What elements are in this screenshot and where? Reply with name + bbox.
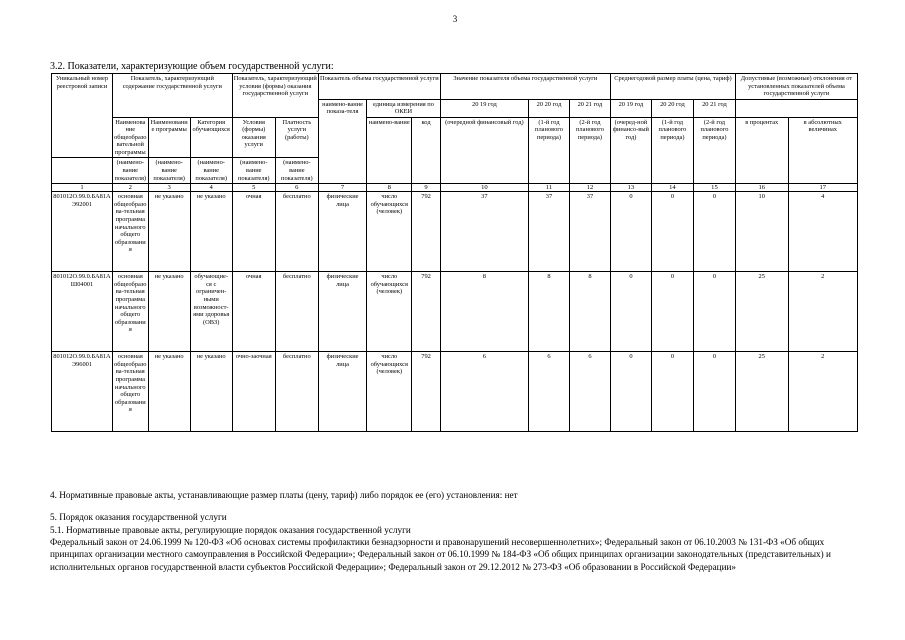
- fee-year-2: 0: [651, 272, 693, 352]
- header-deviation-absolute: в абсолютных величинах: [788, 117, 858, 183]
- column-number: 2: [112, 184, 148, 192]
- service-procedure-heading: 5. Порядок оказания государственной услуги: [50, 512, 227, 523]
- fee-year-2: 0: [651, 352, 693, 432]
- fee-year-1: 0: [610, 272, 651, 352]
- header-current-year: (очередной финансовый год): [440, 117, 528, 183]
- category-cell: не указано: [190, 192, 232, 272]
- header-content-indicator: Показатель, характеризующий содержание государственной услуги: [112, 74, 232, 118]
- header-volume-value: Значение показателя объема государственной услуги: [440, 74, 610, 100]
- header-year-1: 20 19 год: [440, 99, 528, 117]
- column-number: 10: [440, 184, 528, 192]
- fee-year-3: 0: [693, 352, 735, 432]
- program-cell: основная общеобразова-тельная программа начального общего образования: [112, 352, 148, 432]
- header-student-category: Категория обучающихся: [190, 117, 232, 158]
- category-cell: обучающие-ся с ограничен-ными возможност-ями здоровья (ОВЗ): [190, 272, 232, 352]
- column-number: 3: [148, 184, 190, 192]
- registry-number: 801012О.99.0.БА81АЭ96001: [52, 352, 113, 432]
- header-allowed-deviation: Допустимые (возможные) отклонения от установленных показателей объема государственной услуги: [735, 74, 857, 100]
- fee-acts-paragraph: 4. Нормативные правовые акты, устанавливающие размер платы (цену, тариф) либо порядок ее (его) установления: нет: [50, 490, 518, 500]
- payment-cell: бесплатно: [275, 272, 318, 352]
- value-year-1: 8: [440, 272, 528, 352]
- form-cell: очная: [232, 192, 275, 272]
- column-number: 15: [693, 184, 735, 192]
- column-numbers-row: [52, 184, 858, 192]
- payment-cell: бесплатно: [275, 192, 318, 272]
- header-fee-current-year: (очеред-ной финансо-вый год): [610, 117, 651, 183]
- header-unit-code: код: [412, 117, 440, 183]
- header-indicator-label-3: (наимено-вание показателя): [148, 158, 190, 184]
- registry-number: 801012О.99.0.БА81АЭ92001: [52, 192, 113, 272]
- program-cell: основная общеобразова-тельная программа начального общего образования: [112, 272, 148, 352]
- table-row: [52, 192, 858, 272]
- volume-indicators-table: [51, 73, 858, 432]
- value-year-2: 37: [529, 192, 570, 272]
- value-year-3: 37: [569, 192, 610, 272]
- header-plan-year-1: (1-й год планового периода): [529, 117, 570, 183]
- header-indicator-label-4: (наимено-вание показателя): [190, 158, 232, 184]
- header-fee-year-2: 20 20 год: [651, 99, 693, 117]
- category-cell: не указано: [190, 352, 232, 432]
- form-cell: очная: [232, 272, 275, 352]
- column-number: 14: [651, 184, 693, 192]
- indicator-cell: физические лица: [318, 272, 366, 352]
- unit-code-cell: 792: [412, 352, 440, 432]
- header-indicator-label-6: (наимено-вание показателя): [275, 158, 318, 184]
- header-fee-year-3: 20 21 год: [693, 99, 735, 117]
- column-number: 11: [529, 184, 570, 192]
- registry-number: 801012О.99.0.БА81АШ04001: [52, 272, 113, 352]
- value-year-1: 37: [440, 192, 528, 272]
- document-body: [50, 489, 862, 573]
- header-indicator-name: наимено-вание показа-теля: [318, 99, 366, 183]
- header-year-3: 20 21 год: [569, 99, 610, 117]
- indicator-cell: физические лица: [318, 352, 366, 432]
- header-blank: [52, 158, 113, 184]
- indicator-cell: физические лица: [318, 192, 366, 272]
- header-fee-plan-year-1: (1-й год планового периода): [651, 117, 693, 183]
- unit-name-cell: число обучающихся (человек): [367, 352, 412, 432]
- header-service-form: Условия (формы) оказания услуги: [232, 117, 275, 158]
- column-number: 12: [569, 184, 610, 192]
- column-number: 6: [275, 184, 318, 192]
- regulatory-acts-heading: 5.1. Нормативные правовые акты, регулирующие порядок оказания государственной услуги: [50, 524, 411, 535]
- table-row: [52, 272, 858, 352]
- deviation-percent: 10: [735, 192, 788, 272]
- deviation-percent: 25: [735, 272, 788, 352]
- value-year-2: 6: [529, 352, 570, 432]
- deviation-absolute: 2: [788, 352, 858, 432]
- payment-cell: бесплатно: [275, 352, 318, 432]
- unit-code-cell: 792: [412, 272, 440, 352]
- header-fee-year-1: 20 19 год: [610, 99, 651, 117]
- program-cell: основная общеобразова-тельная программа начального общего образования: [112, 192, 148, 272]
- header-indicator-label-2: (наимено-вание показателя): [112, 158, 148, 184]
- fee-year-2: 0: [651, 192, 693, 272]
- header-unit-okei: единица измерения по ОКЕИ: [367, 99, 441, 117]
- header-plan-year-2: (2-й год планового периода): [569, 117, 610, 183]
- value-year-1: 6: [440, 352, 528, 432]
- page-number: 3: [452, 14, 458, 24]
- header-year-2: 20 20 год: [529, 99, 570, 117]
- column-number: 5: [232, 184, 275, 192]
- program-name-cell: не указано: [148, 192, 190, 272]
- deviation-absolute: 2: [788, 272, 858, 352]
- header-unique-number: Уникальный номер реестровой записи: [52, 74, 113, 158]
- section-heading: 3.2. Показатели, характеризующие объем государственной услуги:: [50, 61, 334, 72]
- header-program: Наименование программы: [148, 117, 190, 158]
- unit-name-cell: число обучающихся (человек): [367, 272, 412, 352]
- table-row: [52, 352, 858, 432]
- header-unit-name: наимено-вание: [367, 117, 412, 183]
- column-number: 16: [735, 184, 788, 192]
- program-name-cell: не указано: [148, 352, 190, 432]
- program-name-cell: не указано: [148, 272, 190, 352]
- column-number: 13: [610, 184, 651, 192]
- fee-year-3: 0: [693, 192, 735, 272]
- header-program-name: Наименование общеобразовательной программы: [112, 117, 148, 158]
- fee-year-1: 0: [610, 192, 651, 272]
- laws-paragraph: Федеральный закон от 24.06.1999 № 120-ФЗ «Об основах системы профилактики безнадзорности и правонарушений несовершеннолетних»; Федеральный закон от 06.10.2003 № 131-ФЗ «Об общих принципах организации местного самоуправления в Российской Федерации»; Федеральный закон от 06.10.1999 № 184-ФЗ «Об общих принципах организации законодательных (представительных) и исполнительных органов государственной власти субъектов Российской Федерации»; Федеральный закон от 29.12.2012 № 273-ФЗ «Об образовании в Российской Федерации»: [50, 536, 831, 572]
- header-volume-indicator: Показатель объема государственной услуги: [318, 74, 440, 100]
- value-year-2: 8: [529, 272, 570, 352]
- header-deviation-percent: в процентах: [735, 117, 788, 183]
- column-number: 9: [412, 184, 440, 192]
- form-cell: очно-заочная: [232, 352, 275, 432]
- column-number: 1: [52, 184, 113, 192]
- fee-year-1: 0: [610, 352, 651, 432]
- deviation-absolute: 4: [788, 192, 858, 272]
- unit-code-cell: 792: [412, 192, 440, 272]
- header-conditions-indicator: Показатель, характеризующий условия (формы) оказания государственной услуги: [232, 74, 318, 118]
- value-year-3: 6: [569, 352, 610, 432]
- column-number: 8: [367, 184, 412, 192]
- header-fee-plan-year-2: (2-й год планового периода): [693, 117, 735, 183]
- unit-name-cell: число обучающихся (человек): [367, 192, 412, 272]
- deviation-percent: 25: [735, 352, 788, 432]
- header-deviation-spacer: [735, 99, 857, 117]
- header-average-fee: Среднегодовой размер платы (цена, тариф): [610, 74, 735, 100]
- value-year-3: 8: [569, 272, 610, 352]
- fee-year-3: 0: [693, 272, 735, 352]
- header-indicator-label-5: (наимено-вание показателя): [232, 158, 275, 184]
- column-number: 4: [190, 184, 232, 192]
- header-service-payment: Платность услуги (работы): [275, 117, 318, 158]
- column-number: 7: [318, 184, 366, 192]
- column-number: 17: [788, 184, 858, 192]
